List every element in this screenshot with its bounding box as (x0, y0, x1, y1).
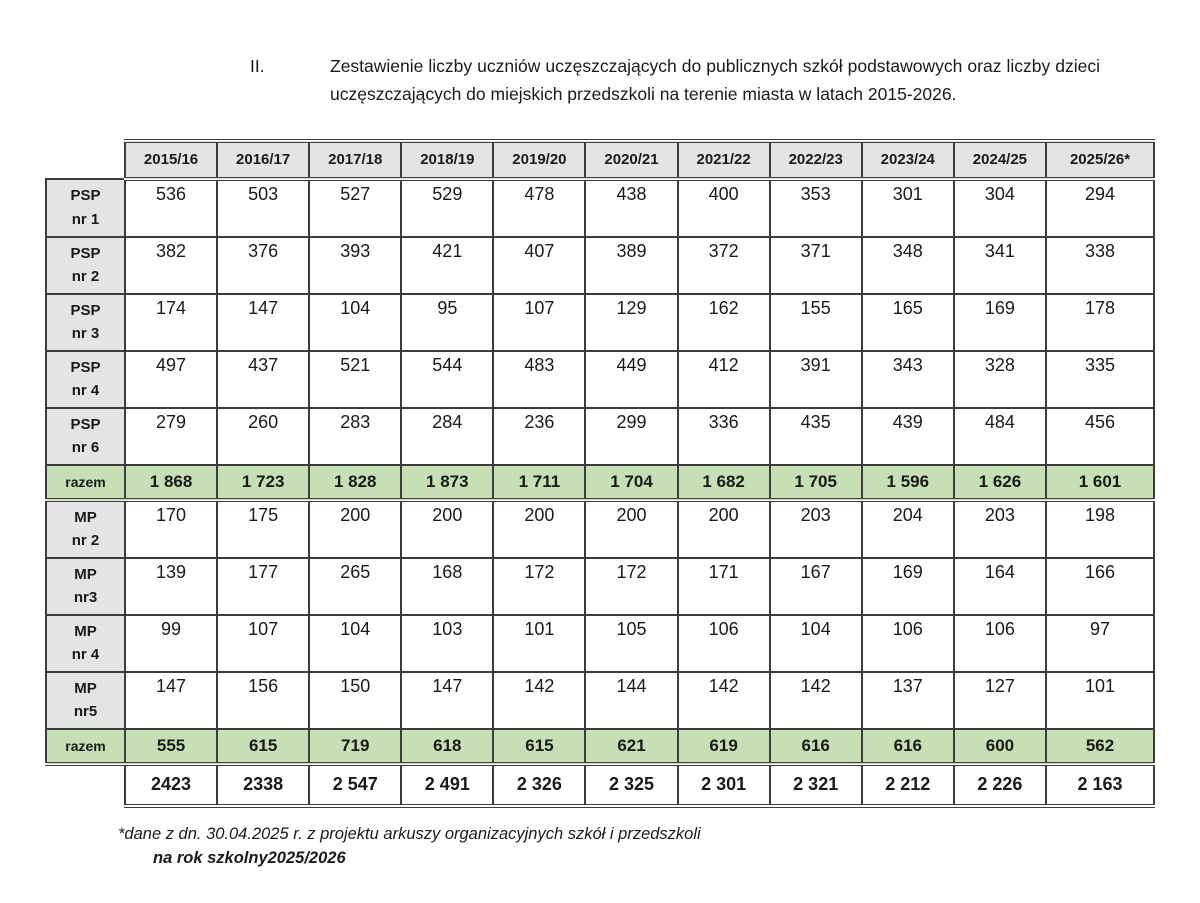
value-cell: 198 (1046, 500, 1154, 558)
row-label-line: nr 2 (71, 532, 100, 550)
value-cell: 172 (585, 558, 677, 615)
table-header-row (46, 141, 1154, 179)
school-row (46, 408, 1154, 465)
row-label-line: PSP (70, 415, 101, 433)
value-cell: 169 (862, 558, 954, 615)
value-cell: 106 (862, 615, 954, 672)
footnote-line-1: *dane z dn. 30.04.2025 r. z projektu arkuszy organizacyjnych szkół i przedszkoli (118, 824, 701, 843)
value-cell: 200 (401, 500, 493, 558)
value-cell: 147 (217, 294, 309, 351)
value-cell: 527 (309, 179, 401, 237)
section-title-text: Zestawienie liczby uczniów uczęszczających do publicznych szkół podstawowych oraz liczby dzieci uczęszczających do miejskich przedszkoli na terenie miasta w latach 2015-2026. (330, 56, 1100, 105)
value-cell: 2 163 (1046, 764, 1154, 806)
value-cell: 376 (217, 237, 309, 294)
row-label (46, 558, 125, 615)
value-cell: 407 (493, 237, 585, 294)
value-cell: 449 (585, 351, 677, 408)
value-cell: 172 (493, 558, 585, 615)
row-label (46, 465, 125, 500)
value-cell: 371 (770, 237, 862, 294)
value-cell: 421 (401, 237, 493, 294)
value-cell: 341 (954, 237, 1046, 294)
school-row (46, 294, 1154, 351)
value-cell: 200 (309, 500, 401, 558)
value-cell: 2 547 (309, 764, 401, 806)
school-row (46, 237, 1154, 294)
year-column-header: 2019/20 (493, 141, 585, 179)
row-label (46, 294, 125, 351)
value-cell: 2 226 (954, 764, 1046, 806)
value-cell: 544 (401, 351, 493, 408)
row-label-line: razem (65, 737, 106, 754)
footnote-line-2: na rok szkolny2025/2026 (153, 849, 346, 868)
value-cell: 129 (585, 294, 677, 351)
row-label-line: nr 4 (71, 382, 100, 400)
row-label-line: nr 2 (71, 268, 100, 286)
value-cell: 621 (585, 729, 677, 764)
year-column-header: 2015/16 (125, 141, 217, 179)
value-cell: 562 (1046, 729, 1154, 764)
value-cell: 204 (862, 500, 954, 558)
value-cell: 137 (862, 672, 954, 729)
value-cell: 200 (493, 500, 585, 558)
value-cell: 618 (401, 729, 493, 764)
year-column-header: 2016/17 (217, 141, 309, 179)
value-cell: 1 868 (125, 465, 217, 500)
value-cell: 104 (309, 615, 401, 672)
school-row (46, 500, 1154, 558)
row-label-line: MP (74, 508, 97, 526)
value-cell: 600 (954, 729, 1046, 764)
year-column-header: 2024/25 (954, 141, 1046, 179)
value-cell: 619 (678, 729, 770, 764)
value-cell: 284 (401, 408, 493, 465)
row-label-line: nr 4 (71, 646, 100, 664)
enrollment-table (45, 139, 1155, 808)
school-row (46, 615, 1154, 672)
value-cell: 164 (954, 558, 1046, 615)
value-cell: 174 (125, 294, 217, 351)
value-cell: 294 (1046, 179, 1154, 237)
value-cell: 391 (770, 351, 862, 408)
row-label-line: MP (74, 565, 97, 583)
row-label-line: PSP (70, 244, 101, 262)
value-cell: 439 (862, 408, 954, 465)
row-label (46, 237, 125, 294)
value-cell: 521 (309, 351, 401, 408)
value-cell: 615 (493, 729, 585, 764)
value-cell: 150 (309, 672, 401, 729)
value-cell: 203 (954, 500, 1046, 558)
value-cell: 2 212 (862, 764, 954, 806)
row-label-line: PSP (70, 187, 101, 205)
value-cell: 616 (770, 729, 862, 764)
value-cell: 104 (309, 294, 401, 351)
value-cell: 536 (125, 179, 217, 237)
value-cell: 1 601 (1046, 465, 1154, 500)
value-cell: 101 (493, 615, 585, 672)
row-label-line: MP (74, 622, 97, 640)
value-cell: 483 (493, 351, 585, 408)
value-cell: 203 (770, 500, 862, 558)
value-cell: 615 (217, 729, 309, 764)
value-cell: 97 (1046, 615, 1154, 672)
value-cell: 435 (770, 408, 862, 465)
value-cell: 99 (125, 615, 217, 672)
year-column-header: 2020/21 (585, 141, 677, 179)
value-cell: 127 (954, 672, 1046, 729)
school-row (46, 351, 1154, 408)
value-cell: 169 (954, 294, 1046, 351)
value-cell: 336 (678, 408, 770, 465)
value-cell: 200 (585, 500, 677, 558)
value-cell: 105 (585, 615, 677, 672)
year-column-header: 2021/22 (678, 141, 770, 179)
value-cell: 175 (217, 500, 309, 558)
section-title (250, 52, 1100, 109)
year-column-header: 2017/18 (309, 141, 401, 179)
year-column-header: 2018/19 (401, 141, 493, 179)
value-cell: 2 321 (770, 764, 862, 806)
value-cell: 382 (125, 237, 217, 294)
value-cell: 393 (309, 237, 401, 294)
year-column-header: 2023/24 (862, 141, 954, 179)
value-cell: 2338 (217, 764, 309, 806)
razem-row (46, 465, 1154, 500)
value-cell: 177 (217, 558, 309, 615)
row-label (46, 179, 125, 237)
value-cell: 139 (125, 558, 217, 615)
row-label (46, 500, 125, 558)
row-label-line: nr5 (73, 703, 98, 721)
value-cell: 719 (309, 729, 401, 764)
table-corner-cell (46, 764, 125, 806)
value-cell: 283 (309, 408, 401, 465)
total-row (46, 764, 1154, 806)
razem-row (46, 729, 1154, 764)
value-cell: 200 (678, 500, 770, 558)
row-label-line: PSP (70, 301, 101, 319)
year-column-header: 2022/23 (770, 141, 862, 179)
value-cell: 156 (217, 672, 309, 729)
value-cell: 2 326 (493, 764, 585, 806)
value-cell: 353 (770, 179, 862, 237)
value-cell: 1 705 (770, 465, 862, 500)
value-cell: 265 (309, 558, 401, 615)
value-cell: 95 (401, 294, 493, 351)
value-cell: 170 (125, 500, 217, 558)
value-cell: 171 (678, 558, 770, 615)
value-cell: 328 (954, 351, 1046, 408)
value-cell: 616 (862, 729, 954, 764)
section-numeral: II. (250, 56, 265, 76)
school-row (46, 179, 1154, 237)
row-label-line: nr 6 (71, 439, 100, 457)
value-cell: 529 (401, 179, 493, 237)
value-cell: 372 (678, 237, 770, 294)
value-cell: 144 (585, 672, 677, 729)
row-label-line: razem (65, 473, 106, 490)
value-cell: 1 723 (217, 465, 309, 500)
value-cell: 107 (217, 615, 309, 672)
value-cell: 2 491 (401, 764, 493, 806)
value-cell: 338 (1046, 237, 1154, 294)
value-cell: 1 711 (493, 465, 585, 500)
value-cell: 1 626 (954, 465, 1046, 500)
value-cell: 348 (862, 237, 954, 294)
value-cell: 178 (1046, 294, 1154, 351)
value-cell: 438 (585, 179, 677, 237)
row-label (46, 351, 125, 408)
school-row (46, 672, 1154, 729)
value-cell: 142 (493, 672, 585, 729)
value-cell: 1 828 (309, 465, 401, 500)
value-cell: 103 (401, 615, 493, 672)
value-cell: 484 (954, 408, 1046, 465)
value-cell: 104 (770, 615, 862, 672)
year-column-header: 2025/26* (1046, 141, 1154, 179)
value-cell: 301 (862, 179, 954, 237)
value-cell: 162 (678, 294, 770, 351)
row-label (46, 729, 125, 764)
value-cell: 142 (770, 672, 862, 729)
row-label-line: MP (74, 679, 97, 697)
value-cell: 304 (954, 179, 1046, 237)
footnote (118, 822, 1200, 872)
value-cell: 279 (125, 408, 217, 465)
value-cell: 260 (217, 408, 309, 465)
value-cell: 147 (125, 672, 217, 729)
value-cell: 389 (585, 237, 677, 294)
value-cell: 165 (862, 294, 954, 351)
row-label (46, 615, 125, 672)
value-cell: 1 682 (678, 465, 770, 500)
value-cell: 167 (770, 558, 862, 615)
value-cell: 456 (1046, 408, 1154, 465)
row-label (46, 408, 125, 465)
school-row (46, 558, 1154, 615)
value-cell: 166 (1046, 558, 1154, 615)
value-cell: 343 (862, 351, 954, 408)
value-cell: 478 (493, 179, 585, 237)
value-cell: 400 (678, 179, 770, 237)
value-cell: 437 (217, 351, 309, 408)
row-label-line: nr 3 (71, 325, 100, 343)
value-cell: 106 (954, 615, 1046, 672)
row-label-line: nr 1 (71, 210, 100, 228)
value-cell: 106 (678, 615, 770, 672)
value-cell: 1 704 (585, 465, 677, 500)
value-cell: 147 (401, 672, 493, 729)
row-label-line: nr3 (73, 589, 98, 607)
row-label-line: PSP (70, 358, 101, 376)
value-cell: 335 (1046, 351, 1154, 408)
value-cell: 299 (585, 408, 677, 465)
value-cell: 412 (678, 351, 770, 408)
value-cell: 1 596 (862, 465, 954, 500)
document-page (0, 52, 1200, 903)
value-cell: 155 (770, 294, 862, 351)
value-cell: 497 (125, 351, 217, 408)
value-cell: 142 (678, 672, 770, 729)
value-cell: 101 (1046, 672, 1154, 729)
table-corner-cell (46, 141, 125, 179)
value-cell: 2423 (125, 764, 217, 806)
value-cell: 1 873 (401, 465, 493, 500)
value-cell: 555 (125, 729, 217, 764)
value-cell: 2 301 (678, 764, 770, 806)
row-label (46, 672, 125, 729)
value-cell: 107 (493, 294, 585, 351)
value-cell: 168 (401, 558, 493, 615)
value-cell: 236 (493, 408, 585, 465)
value-cell: 503 (217, 179, 309, 237)
value-cell: 2 325 (585, 764, 677, 806)
